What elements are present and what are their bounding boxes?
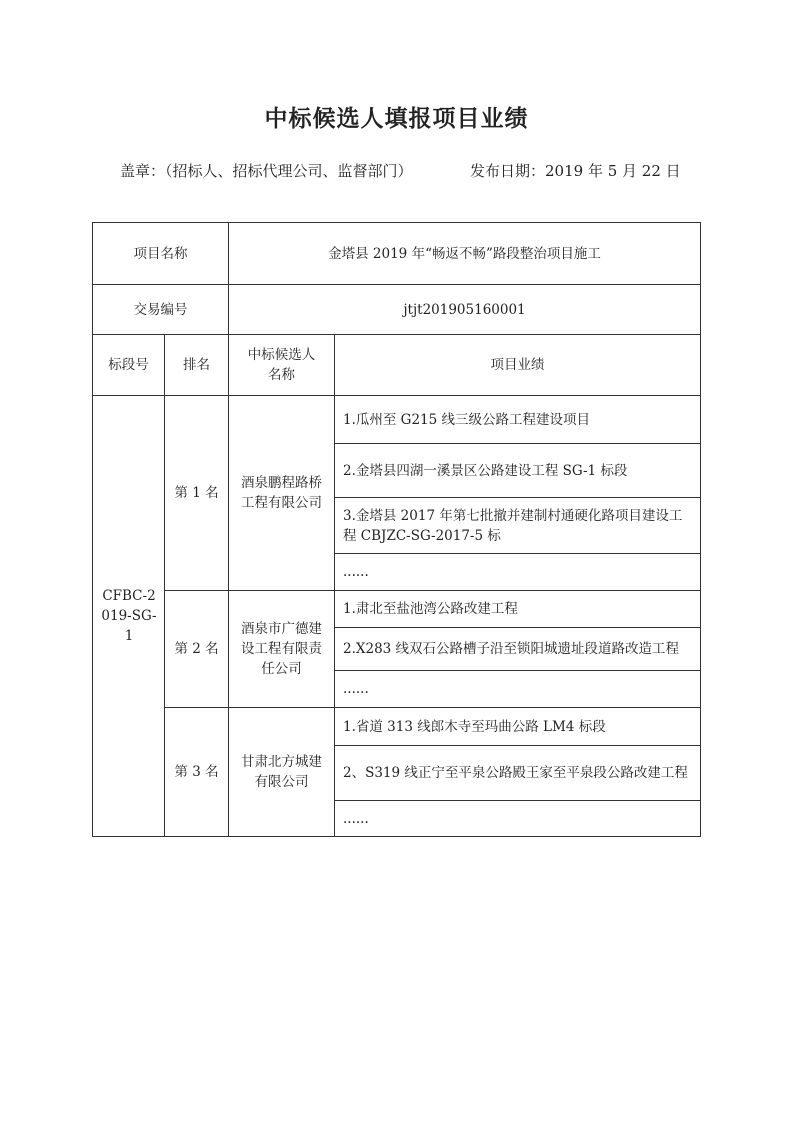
candidate-2-name <box>229 591 335 708</box>
stamp-label: 盖章：（招标人、招标代理公司、监督部门） <box>120 162 413 180</box>
section-number <box>93 396 165 837</box>
project-item: 1.省道 313 线郎木寺至玛曲公路 LM4 标段 <box>335 708 701 746</box>
trade-code-value: jtjt201905160001 <box>229 285 701 335</box>
project-name-value: 金塔县 2019 年“畅返不畅”路段整治项目施工 <box>229 223 701 285</box>
candidate-1-name-text: 酒泉鹏程路桥工程有限公司 <box>241 475 322 511</box>
rank-1: 第 1 名 <box>165 396 229 591</box>
rank-3: 第 3 名 <box>165 708 229 837</box>
publish-date: 发布日期：2019 年 5 月 22 日 <box>470 162 681 180</box>
header-candidate-text: 中标候选人名称 <box>247 347 316 383</box>
project-item: 1.瓜州至 G215 线三级公路工程建设项目 <box>335 396 701 444</box>
trade-code-row <box>93 285 701 335</box>
project-item-ellipsis: ...... <box>335 554 701 591</box>
project-item: 2、S319 线正宁至平泉公路殿王家至平泉段公路改建工程 <box>335 746 701 801</box>
header-rank: 排名 <box>165 335 229 396</box>
candidate-3-name-text: 甘肃北方城建有限公司 <box>241 754 322 790</box>
rank-2: 第 2 名 <box>165 591 229 708</box>
section-number-text: CFBC-2019-SG-1 <box>101 588 157 644</box>
header-row <box>93 335 701 396</box>
project-name-label: 项目名称 <box>93 223 229 285</box>
candidate-1-name <box>229 396 335 591</box>
project-item-ellipsis: ...... <box>335 671 701 708</box>
candidate-3-name <box>229 708 335 837</box>
header-section: 标段号 <box>93 335 165 396</box>
project-item: 2.金塔县四湖一溪景区公路建设工程 SG-1 标段 <box>335 444 701 498</box>
table-row <box>93 591 701 628</box>
page-title: 中标候选人填报项目业绩 <box>264 105 529 132</box>
project-item: 1.肃北至盐池湾公路改建工程 <box>335 591 701 628</box>
project-item-ellipsis: ...... <box>335 801 701 837</box>
header-performance: 项目业绩 <box>335 335 701 396</box>
candidate-2-name-text: 酒泉市广德建设工程有限责任公司 <box>241 621 322 677</box>
project-item: 3.金塔县 2017 年第七批撤并建制村通硬化路项目建设工程 CBJZC-SG-2017-5 标 <box>335 498 701 554</box>
trade-code-label: 交易编号 <box>93 285 229 335</box>
table-row <box>93 708 701 746</box>
header-candidate <box>229 335 335 396</box>
project-name-row <box>93 223 701 285</box>
project-item: 2.X283 线双石公路槽子沿至锁阳城遗址段道路改造工程 <box>335 628 701 671</box>
performance-table <box>92 222 701 837</box>
table-row <box>93 396 701 444</box>
